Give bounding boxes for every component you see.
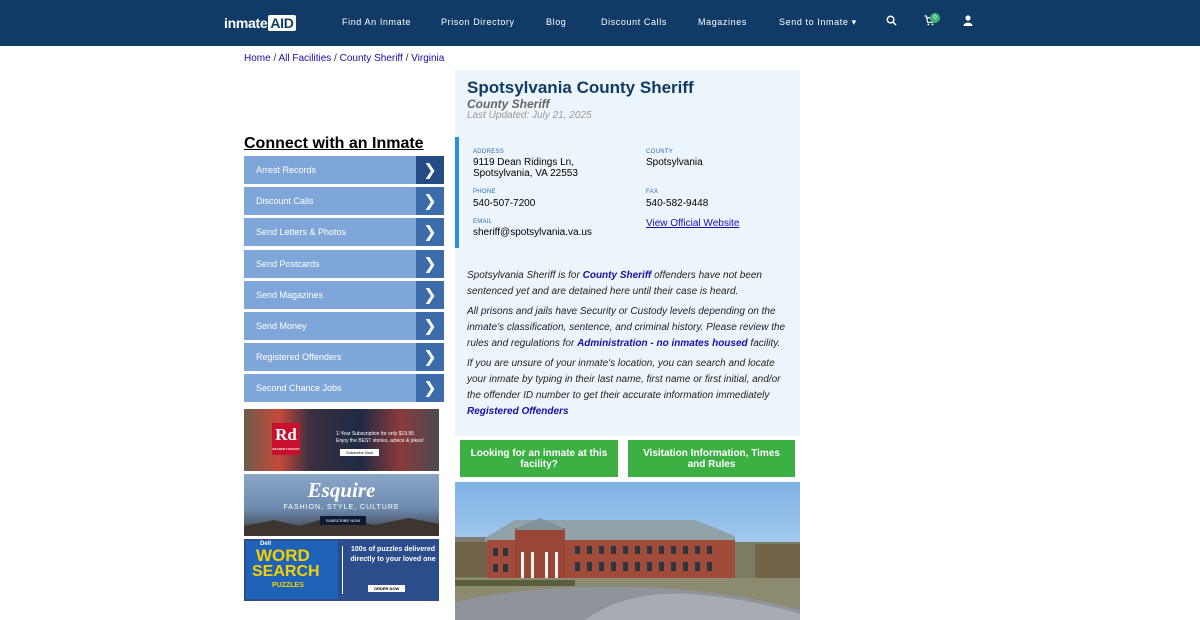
esquire-logo: Esquire [307, 478, 376, 502]
county-sheriff-link[interactable]: County Sheriff [582, 270, 652, 281]
menu-send-money[interactable] [244, 312, 444, 340]
breadcrumb: Home / All Facilities / County Sheriff / Virginia [244, 53, 445, 64]
county-value: Spotsylvania [646, 157, 703, 168]
rd-logo-text: Rd [275, 425, 297, 444]
last-updated: Last Updated: July 21, 2025 [467, 110, 592, 121]
visitation-info-button[interactable]: Visitation Information, Times and Rules [628, 440, 795, 477]
menu-label: Send Money [256, 320, 307, 331]
desc-p2-text-end: facility. [747, 338, 781, 349]
puzzle-ad-text: 100s of puzzles delivered directly to your loved one [350, 546, 436, 563]
chevron-right-icon: ❯ [416, 312, 444, 340]
desc-p2-text: All prisons and jails have Security or Custody levels depending on the inmate’s classification, sentence, and criminal history. Please review the rules and regulations for [467, 306, 786, 349]
nav-blog[interactable]: Blog [546, 17, 567, 27]
phone-value: 540-507-7200 [473, 198, 536, 209]
chevron-right-icon: ❯ [416, 374, 444, 402]
chevron-right-icon: ❯ [416, 218, 444, 246]
desc-p1-text-end: offenders have not been sentenced yet and are detained here until their case is heard. [467, 270, 762, 297]
looking-for-inmate-button[interactable]: Looking for an inmate at this facility? [460, 440, 618, 477]
rd-logo [272, 423, 300, 455]
menu-send-letters-photos[interactable] [244, 218, 444, 246]
menu-label: Discount Calls [256, 196, 314, 207]
menu-second-chance-jobs[interactable] [244, 374, 444, 402]
top-navbar [0, 0, 1200, 46]
chevron-right-icon: ❯ [416, 250, 444, 278]
menu-label: Second Chance Jobs [256, 383, 342, 394]
menu-registered-offenders[interactable] [244, 343, 444, 371]
search-text: SEARCH [252, 563, 320, 580]
menu-discount-calls[interactable] [244, 187, 444, 215]
fax-label: FAX [646, 189, 659, 195]
county-label: COUNTY [646, 149, 674, 155]
info-accent-bar [455, 137, 459, 248]
nav-send-label: Send to Inmate [779, 17, 849, 27]
menu-label: Arrest Records [256, 165, 317, 175]
connect-title: Connect with an Inmate [244, 135, 424, 152]
nav-find-inmate[interactable]: Find An Inmate [342, 17, 411, 27]
divider [342, 546, 343, 594]
readers-digest-ad[interactable] [244, 409, 439, 471]
menu-label: Send Letters & Photos [256, 227, 347, 238]
esquire-tagline: FASHION, STYLE, CULTURE [283, 504, 400, 511]
logo-text: inmate [224, 15, 268, 31]
official-website-link[interactable]: View Official Website [646, 218, 740, 229]
facility-description [467, 268, 789, 424]
chevron-right-icon: ❯ [416, 156, 444, 184]
dell-brand: Dell [260, 541, 272, 547]
chevron-right-icon: ❯ [416, 281, 444, 309]
registered-offenders-link[interactable]: Registered Offenders [467, 406, 569, 417]
logo-aid: AID [270, 15, 294, 31]
facility-photo-graphic [455, 482, 800, 620]
rd-logo-subtext: READER'S DIGEST [272, 447, 300, 451]
esquire-subscribe-button[interactable]: SUBSCRIBE NOW [320, 516, 366, 525]
menu-send-magazines[interactable] [244, 281, 444, 309]
desc-p1-text: Spotsylvania Sheriff is for [467, 270, 583, 281]
caret-down-icon: ▾ [851, 17, 857, 27]
connect-menu [244, 156, 444, 406]
nav-prison-directory[interactable]: Prison Directory [441, 17, 515, 27]
site-logo[interactable] [224, 15, 296, 31]
email-value: sheriff@spotsylvania.va.us [473, 227, 592, 238]
user-icon[interactable] [963, 15, 973, 29]
menu-label: Registered Offenders [256, 352, 342, 363]
email-label: EMAIL [473, 219, 493, 225]
chevron-right-icon: ❯ [416, 343, 444, 371]
phone-label: PHONE [473, 189, 496, 195]
puzzles-text: PUZZLES [272, 582, 304, 589]
breadcrumb-home[interactable]: Home [244, 53, 271, 64]
menu-label: Send Magazines [256, 289, 324, 300]
breadcrumb-virginia[interactable]: Virginia [411, 53, 445, 64]
word-text: WORD [256, 546, 310, 565]
address-line2: Spotsylvania, VA 22553 [473, 168, 578, 179]
nav-send-to-inmate[interactable] [779, 17, 857, 28]
facility-photo [455, 482, 800, 620]
menu-label: Send Postcards [256, 258, 320, 269]
chevron-right-icon: ❯ [416, 187, 444, 215]
order-now-button[interactable]: ORDER NOW [368, 585, 405, 592]
esquire-ad[interactable] [244, 474, 439, 536]
search-icon[interactable] [886, 15, 897, 29]
administration-link[interactable]: Administration - no inmates housed [577, 338, 748, 349]
cart-count-badge: 0 [930, 13, 940, 23]
menu-arrest-records[interactable] [244, 156, 444, 184]
nav-magazines[interactable]: Magazines [698, 17, 747, 27]
address-label: ADDRESS [473, 149, 505, 155]
rd-offer-text: 1-Year Subscription for only $19.95 [336, 431, 414, 437]
breadcrumb-all-facilities[interactable]: All Facilities [278, 53, 332, 64]
nav-discount-calls[interactable]: Discount Calls [601, 17, 667, 27]
facility-type: County Sheriff [467, 97, 550, 111]
rd-subscribe-button[interactable]: Subscribe Now [340, 449, 379, 456]
address-line1: 9119 Dean Ridings Ln, [473, 157, 574, 168]
word-search-ad[interactable] [244, 539, 439, 601]
desc-p3-text: If you are unsure of your inmate's location, you can search and locate your inmate by typing in their last name, first name or first initial, and/or the offender ID number to get their accurate information immediately [467, 358, 781, 401]
fax-value: 540-582-9448 [646, 198, 709, 209]
breadcrumb-county-sheriff[interactable]: County Sheriff [339, 53, 403, 64]
facility-title: Spotsylvania County Sheriff [467, 78, 694, 97]
rd-tagline-text: Enjoy the BEST stories, advice & jokes! [336, 438, 424, 444]
menu-send-postcards[interactable] [244, 250, 444, 278]
